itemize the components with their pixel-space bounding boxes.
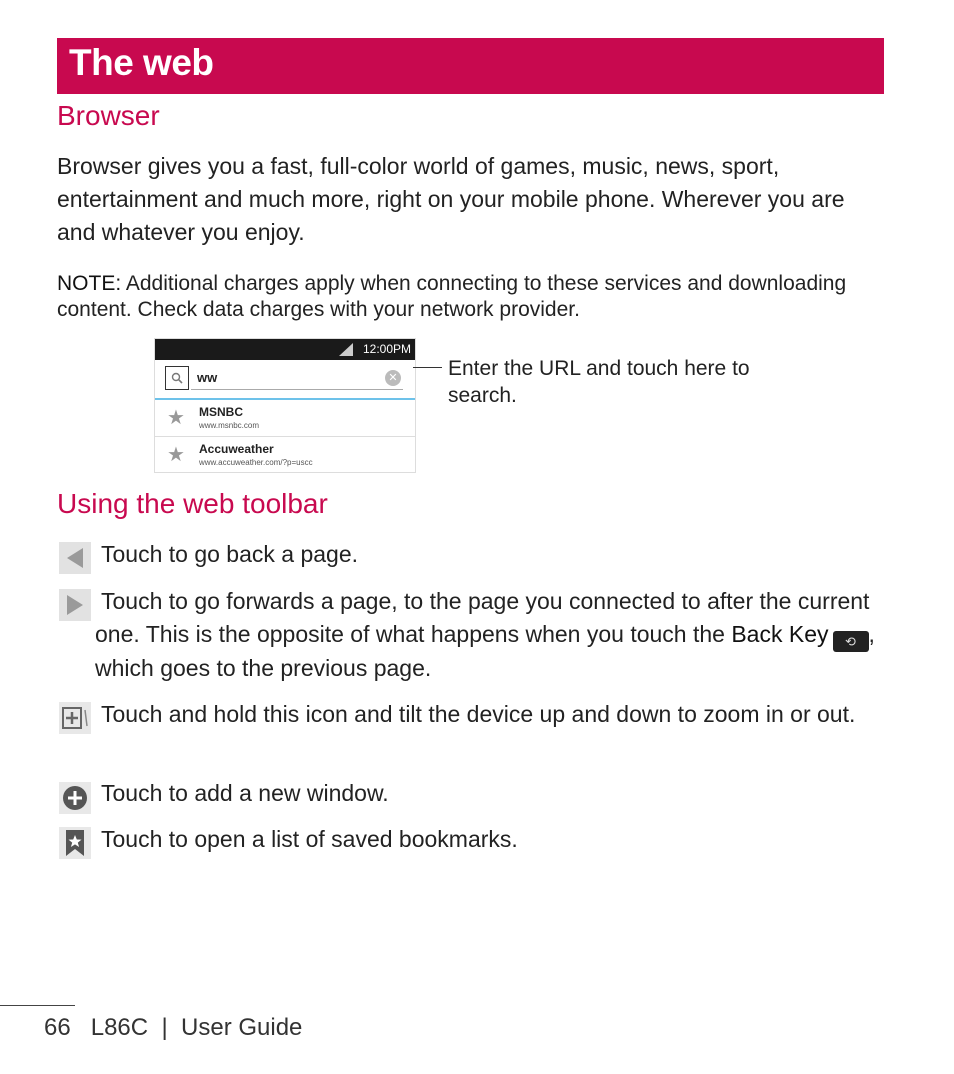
toolbar-heading: Using the web toolbar <box>57 488 328 519</box>
page-title: The web <box>69 42 214 83</box>
title-bar <box>57 38 884 94</box>
suggestion-item[interactable] <box>155 437 415 473</box>
toolbar-item-bookmarks-text: Touch to open a list of saved bookmarks. <box>101 826 518 852</box>
back-key-label: Back Key <box>731 621 829 647</box>
suggestion-url: www.msnbc.com <box>199 421 260 430</box>
back-key-icon: ⟲ <box>833 631 869 652</box>
browser-screenshot <box>154 338 416 473</box>
footer-separator: | <box>161 1014 168 1041</box>
page-footer <box>44 1014 302 1042</box>
page-number: 66 <box>44 1014 71 1041</box>
note-label: NOTE: <box>57 272 122 295</box>
clear-icon[interactable]: ✕ <box>385 370 401 386</box>
toolbar-item-forward-text: Touch to go forwards a page, to the page you connected to after the current one. This is the opposite of what happens when you touch the Back Key ⟲ , which goes to the previous page. <box>95 588 875 681</box>
toolbar-item-back-text: Touch to go back a page. <box>101 541 359 567</box>
footer-guide: User Guide <box>181 1014 303 1041</box>
toolbar-item-new-window-text: Touch to add a new window. <box>101 780 389 806</box>
status-bar <box>155 339 415 360</box>
callout-line <box>413 367 442 368</box>
url-input[interactable] <box>191 369 403 390</box>
back-arrow-icon <box>59 542 91 574</box>
search-icon[interactable] <box>165 366 189 390</box>
note-text: Additional charges apply when connecting to these services and downloading content. Check data charges with your network provider. <box>57 272 847 321</box>
callout-text: Enter the URL and touch here to search. <box>448 357 750 407</box>
footer-model: L86C <box>90 1014 149 1041</box>
suggestion-name: Accuweather <box>199 442 274 456</box>
star-icon: ★ <box>167 444 185 466</box>
url-input-text: ww <box>197 370 218 385</box>
add-window-icon <box>59 782 91 814</box>
browser-heading: Browser <box>57 100 160 131</box>
star-icon: ★ <box>167 407 185 429</box>
suggestion-url: www.accuweather.com/?p=uscc <box>199 458 313 467</box>
bookmarks-icon <box>59 827 91 859</box>
zoom-tilt-icon <box>59 702 91 734</box>
note <box>57 271 857 323</box>
forward-arrow-icon <box>59 589 91 621</box>
signal-icon <box>339 343 353 356</box>
browser-description: Browser gives you a fast, full-color world of games, music, news, sport, entertainment and much more, right on your mobile phone. Wherever you are and whatever you enjoy. <box>57 153 845 245</box>
url-bar[interactable] <box>155 360 415 400</box>
suggestion-item[interactable] <box>155 400 415 437</box>
suggestion-name: MSNBC <box>199 405 243 419</box>
status-clock: 12:00PM <box>362 342 411 356</box>
toolbar-item-zoom-text: Touch and hold this icon and tilt the device up and down to zoom in or out. <box>101 701 856 727</box>
footer-rule <box>0 1005 75 1006</box>
